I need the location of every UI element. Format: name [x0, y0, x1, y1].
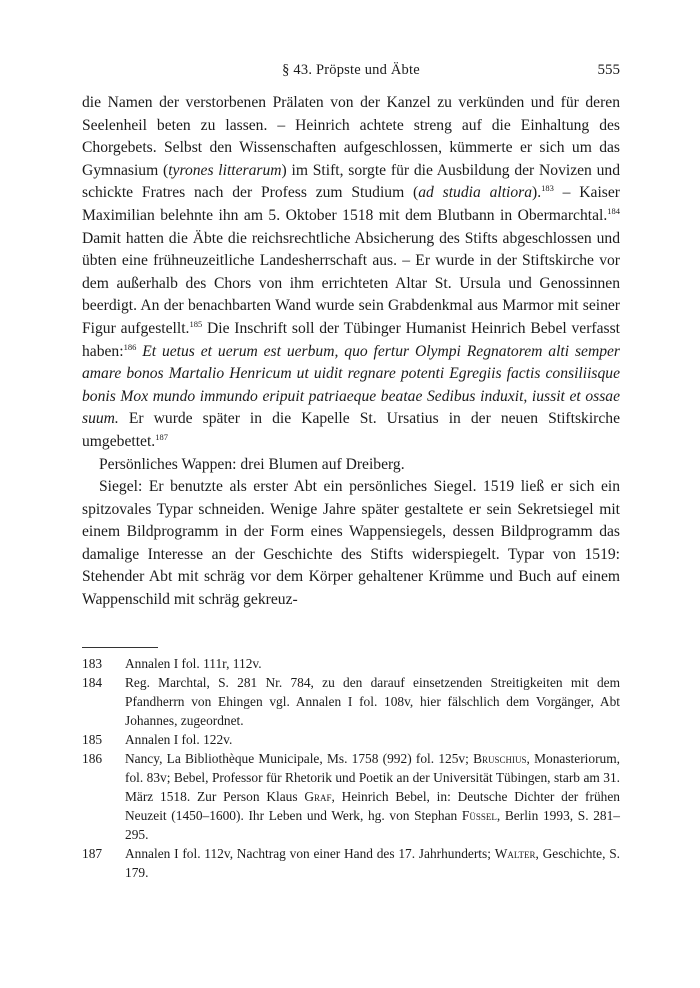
text-run: ) im Stift, sorgte für die Ausbildung der Novizen und schickte Fratres nach der Profess zum Studium ( [82, 161, 621, 202]
footnote-183 [82, 654, 620, 673]
footnote-number: 185 [82, 732, 103, 747]
main-text [82, 92, 620, 612]
text-run: Er wurde später in die Kapelle St. Ursatius in der neuen Stiftskirche umgebettet. [82, 410, 620, 450]
latin-inscription: Et uetus et uerum est uerbum, quo fertur Olympi Regnatorem alti semper amare bonos Martalio Henricum ut uidit regnare potenti Egregiis factis consiliisque bonis Mox mundo immundo eripuit patriaeque beatae Sedibus induxit, iussit et ossae suum. [82, 342, 620, 428]
footnote-text: Annalen I fol. 122v. [125, 732, 233, 747]
section-title: § 43. Pröpste und Äbte [282, 62, 420, 78]
text-run: die Namen der verstorbenen Prälaten von der Kanzel zu verkünden und für deren Seelenheil beten zu lassen. – Heinrich achtete streng auf die Einhaltung des Chorgebets. Selbst den Wissenschaften aufgeschlossen, kümmerte er sich um das Gymnasium ( [82, 94, 620, 179]
latin-phrase: ad studia altiora [418, 184, 533, 202]
author-name: Füssel [461, 808, 497, 823]
text-run: Damit hatten die Äbte die reichsrechtliche Absicherung des Stifts abgeschlossen und übten eine frühneuzeitliche Landesherrschaft aus. – Er wurde in der Stiftskirche vor dem außerhalb des Chors von ihm errichteten Altar St. Ursula und Genossinnen beerdigt. An der benachbarten Wand wurde sein Grabdenkmal aus Marmor mit seiner Figur aufgestellt. [82, 229, 620, 337]
footnote-ref-187[interactable]: 187 [155, 431, 168, 442]
footnote-187 [82, 844, 620, 882]
footnote-text: , Berlin 1993, S. 281–295. [125, 808, 620, 842]
footnote-number: 183 [82, 656, 103, 671]
footnote-number: 186 [82, 751, 103, 766]
author-name: Walter [494, 846, 536, 861]
footnote-text: Nancy, La Bibliothèque Municipale, Ms. 1758 (992) fol. 125v; [125, 751, 474, 766]
footnote-185 [82, 730, 620, 749]
footnote-number: 184 [82, 675, 103, 690]
footnote-text: Annalen I fol. 111r, 112v. [125, 656, 262, 671]
paragraph-wappen: Persönliches Wappen: drei Blumen auf Dreiberg. [99, 455, 405, 473]
footnote-text: , Geschichte, S. 179. [125, 846, 620, 880]
paragraph-heinrich [82, 92, 620, 454]
footnote-text: , Heinrich Bebel, in: Deutsche Dichter der frühen Neuzeit (1450–1600). Ihr Leben und Werk, hg. von Stephan [125, 789, 620, 823]
text-run: Die Inschrift soll der Tübinger Humanist Heinrich Bebel verfasst haben: [82, 319, 620, 360]
running-head [82, 62, 620, 84]
footnote-ref-184[interactable]: 184 [607, 205, 620, 216]
footnote-186 [82, 749, 620, 844]
author-name: Graf [304, 789, 332, 804]
footnote-ref-183[interactable]: 183 [541, 183, 554, 194]
footnote-text: Reg. Marchtal, S. 281 Nr. 784, zu den darauf einsetzenden Streitigkeiten mit dem Pfandherrn von Ehingen vgl. Annalen I fol. 108v, hier fälschlich dem Vorgänger, Abt Johannes, zugeordnet. [125, 675, 620, 728]
text-run: ). [532, 184, 542, 202]
footnote-ref-186[interactable]: 186 [123, 341, 137, 352]
footnote-ref-185[interactable]: 185 [189, 318, 203, 329]
page-number: 555 [597, 62, 620, 78]
text-run: – Kaiser Maximilian belehnte ihn am 5. Oktober 1518 mit dem Blutbann in Obermarchtal. [82, 184, 620, 224]
latin-phrase: tyrones litterarum [168, 161, 282, 179]
footnotes [82, 654, 620, 882]
footnote-text: , Monasteriorum, fol. 83v; Bebel, Professor für Rhetorik und Poetik an der Universität Tübingen, starb am 31. März 1518. Zur Person Klaus [125, 751, 620, 804]
footnote-number: 187 [82, 846, 103, 861]
footnote-184 [82, 673, 620, 730]
footnote-divider [82, 647, 158, 648]
footnote-text: Annalen I fol. 112v, Nachtrag von einer Hand des 17. Jahrhunderts; [125, 846, 495, 861]
paragraph-siegel: Siegel: Er benutzte als erster Abt ein persönliches Siegel. 1519 ließ er sich ein spitzovales Typar schneiden. Wenige Jahre später gestaltete er sein Sekretsiegel mit einem Bildprogramm in der Form eines Wappensiegels, dessen Bildprogramm das damalige Interesse an der Geschichte des Stifts widerspiegelt. Typar von 1519: Stehender Abt mit schräg vor dem Körper gehaltener Krümme und Buch auf einem Wappenschild mit schräg gekreuz- [82, 478, 620, 609]
author-name: Bruschius [473, 751, 527, 766]
